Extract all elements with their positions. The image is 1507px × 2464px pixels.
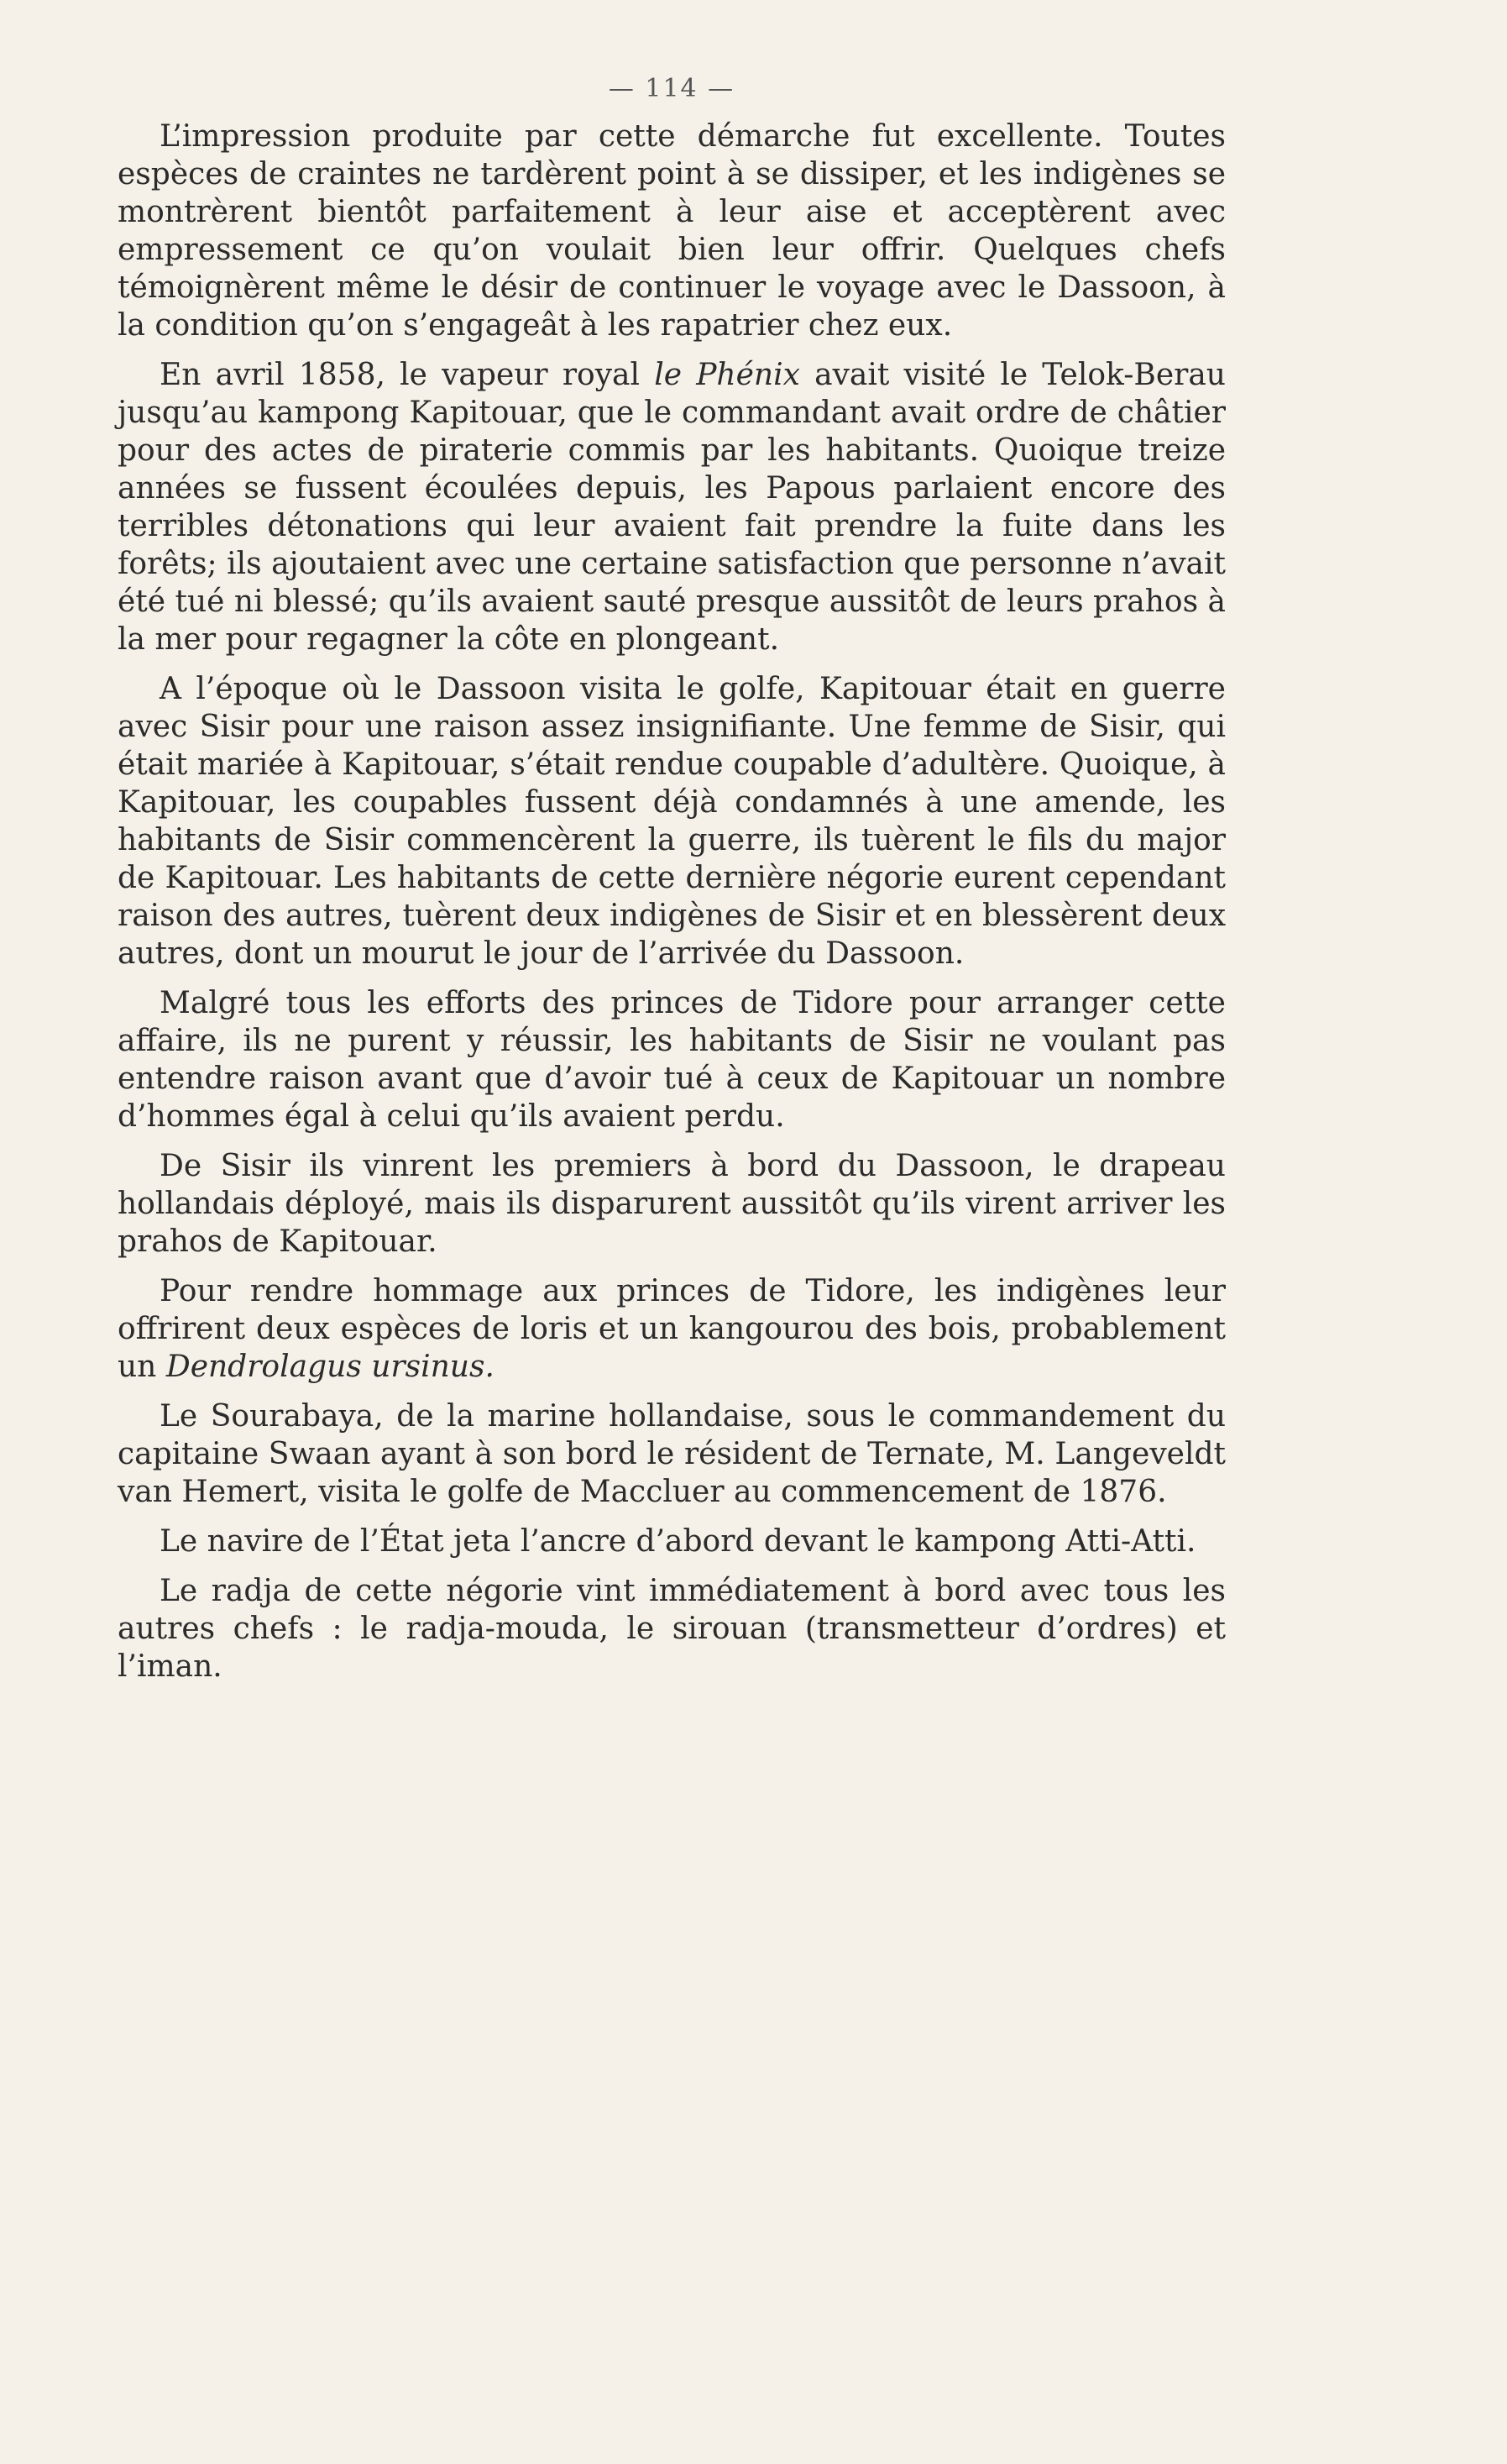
paragraph xyxy=(118,1397,1226,1511)
paragraph xyxy=(118,1572,1226,1685)
italic-text: Dendrolagus ursinus. xyxy=(165,1350,494,1384)
book-page xyxy=(118,0,1226,2464)
paragraph xyxy=(118,670,1226,972)
page-number: — 114 — xyxy=(608,74,735,103)
text-segment: Le navire de l’État jeta l’ancre d’abord devant le kampong Atti-Atti. xyxy=(160,1524,1196,1559)
paragraph xyxy=(118,356,1226,658)
text-segment: De Sisir ils vinrent les premiers à bord du Dassoon, le drapeau hollandais déployé, mais ils disparurent aussitôt qu’ils virent arriver les prahos de Kapitouar. xyxy=(118,1149,1226,1259)
paragraph xyxy=(118,118,1226,344)
text-segment: A l’époque où le Dassoon visita le golfe, Kapitouar était en guerre avec Sisir pour une raison assez insignifiante. Une femme de Sisir, qui était mariée à Kapitouar, s’était rendue coupable d’adultère. Quoique, à Kapitouar, les coupables fussent déjà condamnés à une amende, les habitants de Sisir commencèrent la guerre, ils tuèrent le fils du major de Kapitouar. Les habitants de cette dernière négorie eurent cependant raison des autres, tuèrent deux indigènes de Sisir et en blessèrent deux autres, dont un mourut le jour de l’arrivée du Dassoon. xyxy=(118,672,1226,971)
text-segment: L’impression produite par cette démarche fut excellente. Toutes espèces de craintes ne tardèrent point à se dissiper, et les indigènes se montrèrent bientôt parfaitement à leur aise et acceptèrent avec empressement ce qu’on voulait bien leur offrir. Quelques chefs témoignèrent même le désir de continuer le voyage avec le Dassoon, à la condition qu’on s’engageât à les rapatrier chez eux. xyxy=(118,119,1226,343)
paragraph xyxy=(118,1147,1226,1261)
text-segment: Le radja de cette négorie vint immédiatement à bord avec tous les autres chefs : le radja-mouda, le sirouan (transmetteur d’ordres) et l’iman. xyxy=(118,1574,1226,1684)
text-segment: Malgré tous les efforts des princes de Tidore pour arranger cette affaire, ils ne purent y réussir, les habitants de Sisir ne voulant pas entendre raison avant que d’avoir tué à ceux de Kapitouar un nombre d’hommes égal à celui qu’ils avaient perdu. xyxy=(118,986,1226,1134)
text-segment: Le Sourabaya, de la marine hollandaise, sous le commandement du capitaine Swaan ayant à son bord le résident de Ternate, M. Langeveldt van Hemert, visita le golfe de Maccluer au commencement de 1876. xyxy=(118,1399,1226,1509)
paragraph xyxy=(118,984,1226,1135)
body-text xyxy=(118,118,1226,1697)
paragraph xyxy=(118,1523,1226,1560)
text-segment: Pour rendre hommage aux princes de Tidore, les indigènes leur offrirent deux espèces de loris et un kangourou des bois, probablement un xyxy=(118,1274,1226,1384)
italic-text: le Phénix xyxy=(654,358,800,392)
text-segment: avait visité le Telok-Berau jusqu’au kampong Kapitouar, que le commandant avait ordre de châtier pour des actes de piraterie commis par les habitants. Quoique treize années se fussent écoulées depuis, les Papous parlaient encore des terribles détonations qui leur avaient fait prendre la fuite dans les forêts; ils ajoutaient avec une certaine satisfaction que personne n’avait été tué ni blessé; qu’ils avaient sauté presque aussitôt de leurs prahos à la mer pour regagner la côte en plongeant. xyxy=(118,358,1226,657)
paragraph xyxy=(118,1272,1226,1386)
text-segment: En avril 1858, le vapeur royal xyxy=(160,358,655,392)
